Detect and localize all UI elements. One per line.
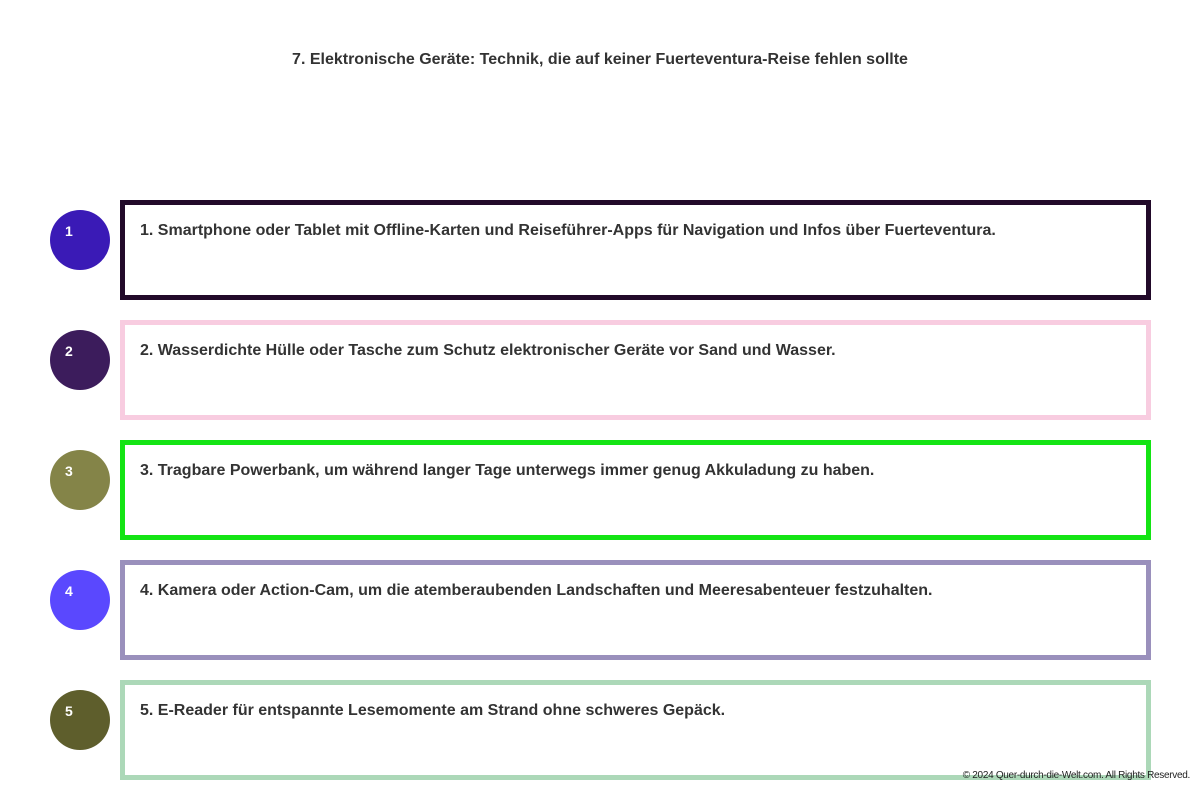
item-text: 2. Wasserdichte Hülle oder Tasche zum Schutz elektronischer Geräte vor Sand und Wasser. xyxy=(140,342,836,359)
item-card xyxy=(120,320,1151,420)
badge-number: 4 xyxy=(65,583,73,599)
number-badge xyxy=(50,570,110,630)
badge-number: 3 xyxy=(65,463,73,479)
list-item xyxy=(50,680,1151,780)
list-item xyxy=(50,320,1151,420)
item-text: 1. Smartphone oder Tablet mit Offline-Karten und Reiseführer-Apps für Navigation und Infos über Fuerteventura. xyxy=(140,222,996,239)
item-card xyxy=(120,560,1151,660)
item-card xyxy=(120,200,1151,300)
item-text: 4. Kamera oder Action-Cam, um die atemberaubenden Landschaften und Meeresabenteuer festzuhalten. xyxy=(140,582,933,599)
list-item xyxy=(50,560,1151,660)
list-item xyxy=(50,200,1151,300)
badge-number: 5 xyxy=(65,703,73,719)
item-card xyxy=(120,440,1151,540)
number-badge xyxy=(50,210,110,270)
badge-number: 1 xyxy=(65,223,73,239)
page-title: 7. Elektronische Geräte: Technik, die auf keiner Fuerteventura-Reise fehlen sollte xyxy=(292,51,908,68)
item-text: 3. Tragbare Powerbank, um während langer Tage unterwegs immer genug Akkuladung zu haben. xyxy=(140,462,875,479)
item-text: 5. E-Reader für entspannte Lesemomente am Strand ohne schweres Gepäck. xyxy=(140,702,726,719)
badge-number: 2 xyxy=(65,343,73,359)
copyright-footer: © 2024 Quer-durch-die-Welt.com. All Rights Reserved. xyxy=(962,770,1190,781)
number-badge xyxy=(50,330,110,390)
number-badge xyxy=(50,450,110,510)
number-badge xyxy=(50,690,110,750)
list-item xyxy=(50,440,1151,540)
item-card xyxy=(120,680,1151,780)
